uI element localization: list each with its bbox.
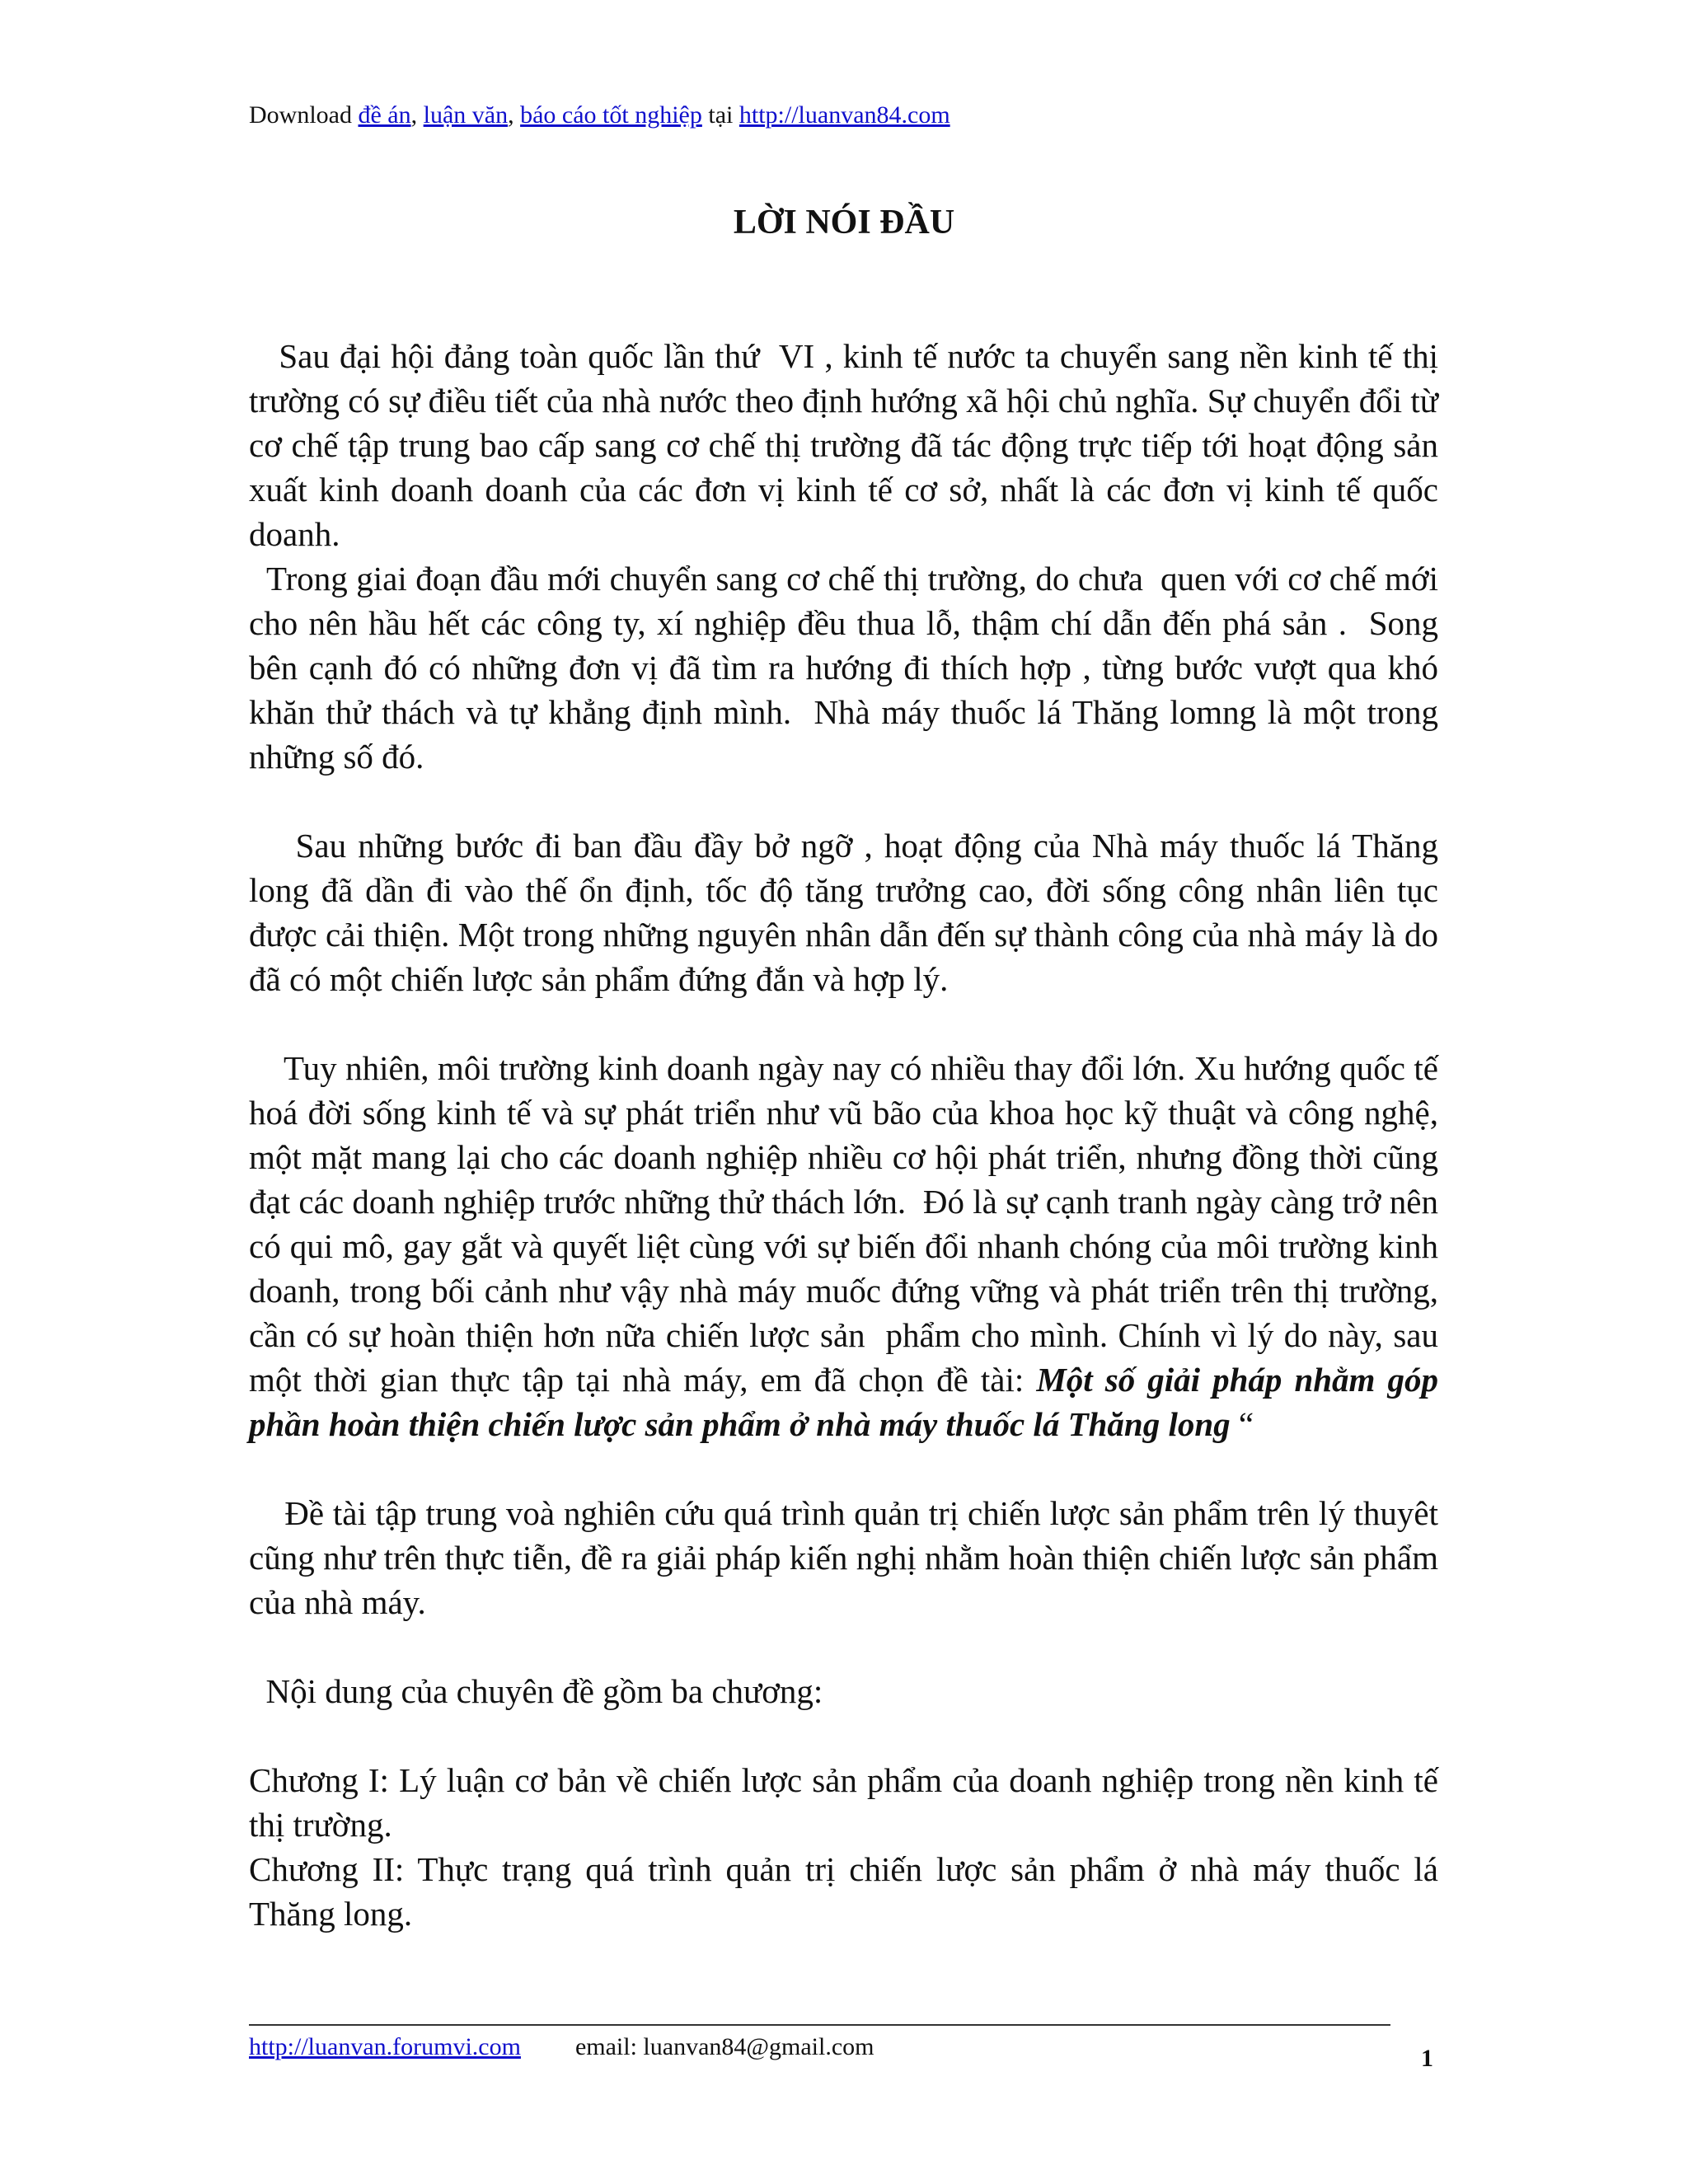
page-title: LỜI NÓI ĐẦU [733, 204, 955, 241]
paragraph-gap [249, 1713, 1438, 1758]
paragraph-2: Trong giai đoạn đầu mới chuyển sang cơ chế thị trường, do chưa quen với cơ chế mới cho nên hầu hết các công ty, xí nghiệp đều thua lỗ, thậm chí dẫn đến phá sản . Song bên cạnh đó có những đơn vị đã tìm ra hướng đi thích hợp , từng bước vượt qua khó khăn thử thách và tự khẳng định mình. Nhà máy thuốc lá Thăng lomng là một trong những số đó. [249, 560, 1447, 776]
header-middle: tại [701, 101, 739, 129]
paragraph-gap [249, 1446, 1438, 1491]
chapter-1: Chương I: Lý luận cơ bản về chiến lược sản phẩm của doanh nghiệp trong nền kinh tế thị trường. [249, 1761, 1438, 1844]
footer [249, 2031, 874, 2064]
paragraph-gap [249, 779, 1438, 823]
header-prefix: Download [249, 101, 359, 129]
thesis-topic: Một số giải pháp nhằm góp phần hoàn thiện chiến lược sản phẩm ở nhà máy thuốc lá Thăng long [249, 1361, 1447, 1443]
paragraph-gap [249, 1624, 1438, 1669]
document-body [249, 334, 1456, 1936]
download-header [249, 99, 950, 132]
link-de-an[interactable]: đề án [358, 101, 411, 129]
link-site-url[interactable]: http://luanvan84.com [738, 101, 950, 129]
paragraph-4-end: “ [1230, 1405, 1254, 1443]
paragraph-4 [249, 1046, 1447, 1446]
footer-email: email: luanvan84@gmail.com [574, 2033, 874, 2060]
paragraph-1: Sau đại hội đảng toàn quốc lần thứ VI , kinh tế nước ta chuyển sang nền kinh tế thị trường có sự điều tiết của nhà nước theo định hướng xã hội chủ nghĩa. Sự chuyển đổi từ cơ chế tập trung bao cấp sang cơ chế thị trường đã tác động trực tiếp tới hoạt động sản xuất kinh doanh doanh của các đơn vị kinh tế cơ sở, nhất là các đơn vị kinh tế quốc doanh. [249, 337, 1456, 553]
link-bao-cao-tot-nghiep[interactable]: báo cáo tốt nghiệp [520, 101, 702, 129]
footer-divider [249, 2024, 1390, 2026]
paragraph-3: Sau những bước đi ban đầu đầy bở ngỡ , hoạt động của Nhà máy thuốc lá Thăng long đã dần đi vào thế ổn định, tốc độ tăng trưởng cao, đời sống công nhân liên tục được cải thiện. Một trong những nguyên nhân dẫn đến sự thành công của nhà máy là do đã có một chiến lược sản phẩm đứng đắn và hợp lý. [249, 827, 1447, 998]
header-sep-1: , [410, 101, 424, 129]
page-number: 1 [1421, 2045, 1433, 2072]
paragraph-4-text: Tuy nhiên, môi trường kinh doanh ngày nay có nhiều thay đổi lớn. Xu hướng quốc tế hoá đời sống kinh tế và sự phát triển như vũ bão của khoa học kỹ thuật và công nghệ, một mặt mang lại cho các doanh nghiệp nhiều cơ hội phát triển, nhưng đồng thời cũng đạt các doanh nghiệp trước những thử thách lớn. Đó là sự cạnh tranh ngày càng trở nên có qui mô, gay gắt và quyết liệt cùng với sự biến đổi nhanh chóng của môi trường kinh doanh, trong bối cảnh như vậy nhà máy muốc đứng vững và phát triển trên thị trường, cần có sự hoàn thiện hơn nữa chiến lược sản phẩm cho mình. Chính vì lý do này, sau một thời gian thực tập tại nhà máy, em đã chọn đề tài: [249, 1049, 1447, 1399]
forum-link[interactable]: http://luanvan.forumvi.com [249, 2033, 521, 2060]
link-luan-van[interactable]: luận văn [423, 101, 509, 129]
paragraph-gap [249, 1001, 1438, 1046]
header-sep-2: , [508, 101, 521, 129]
chapter-2: Chương II: Thực trạng quá trình quản trị chiến lược sản phẩm ở nhà máy thuốc lá Thăng long. [249, 1850, 1438, 1933]
paragraph-5: Đề tài tập trung voà nghiên cứu quá trình quản trị chiến lược sản phẩm trên lý thuyêt cũng như trên thực tiễn, đề ra giải pháp kiến nghị nhằm hoàn thiện chiến lược sản phẩm của nhà máy. [249, 1494, 1447, 1621]
paragraph-6: Nội dung của chuyên đề gồm ba chương: [249, 1672, 823, 1710]
